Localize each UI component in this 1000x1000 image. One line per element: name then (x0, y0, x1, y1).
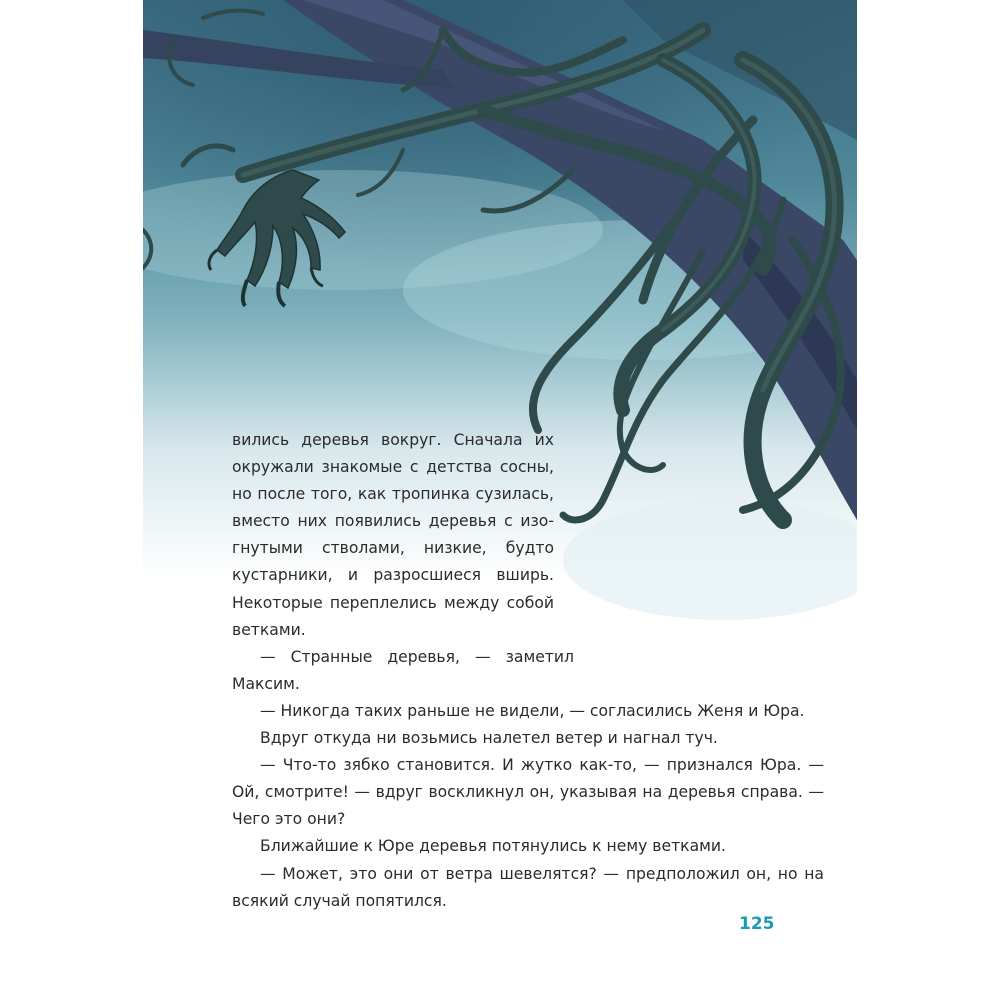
paragraph-1: вились деревья вокруг. Сначала их окружали знакомые с детства сосны, но после того, как тропинка сузилась, вместо них появились деревья с изогнутыми стволами, низкие, будто кустарники, и разросшиеся вширь. Некоторые переплелись между собой ветками. (232, 431, 554, 639)
paragraph-5: — Что-то зябко становится. И жутко как-то, — признался Юра. — Ой, смотрите! — вдруг воскликнул он, указывая на деревья справа. — Чего это они? (232, 756, 824, 829)
paragraph-4: Вдруг откуда ни возьмись налетел ветер и нагнал туч. (260, 729, 718, 748)
paragraph-3: — Никогда таких раньше не видели, — согласились Женя и Юра. (260, 701, 805, 720)
paragraph-7: — Может, это они от ветра шевелятся? — предположил он, но на всякий случай попятился. (232, 864, 824, 910)
story-text (232, 427, 824, 915)
page-number: 125 (739, 914, 775, 934)
paragraph-6: Ближайшие к Юре деревья потянулись к нему ветками. (260, 837, 726, 856)
paragraph-2: — Странные деревья, — заметил Максим. (232, 647, 574, 693)
book-page (143, 0, 857, 1000)
